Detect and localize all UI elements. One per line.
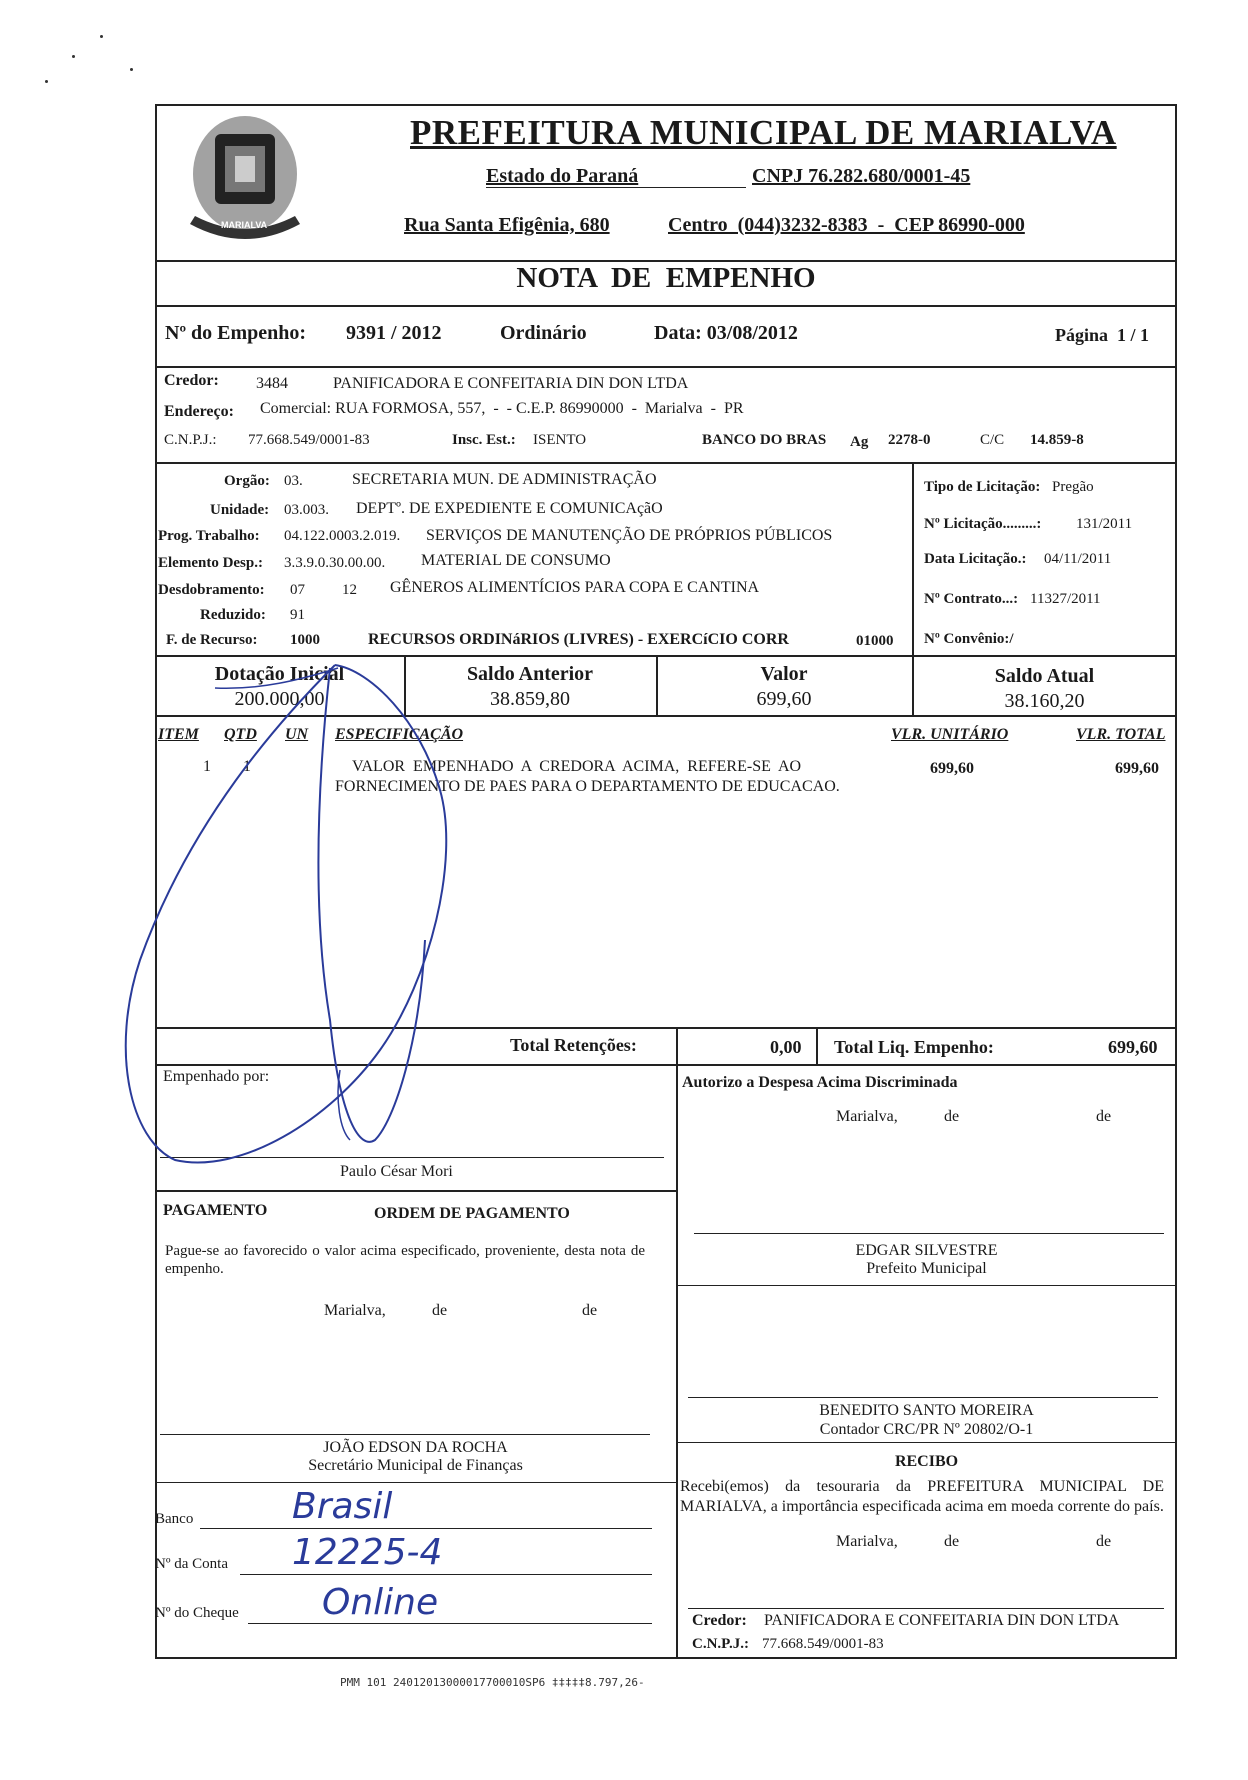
unidade-name: DEPTº. DE EXPEDIENTE E COMUNICAçãO [356, 500, 663, 517]
prog-name: SERVIÇOS DE MANUTENÇÃO DE PRÓPRIOS PÚBLICOS [426, 527, 833, 544]
cc-label: C/C [980, 432, 1005, 448]
item-number: 1 [203, 758, 211, 775]
recurso-label: F. de Recurso: [166, 632, 258, 648]
page-title: PREFEITURA MUNICIPAL DE MARIALVA [410, 113, 1117, 152]
divider [155, 1064, 1177, 1066]
footer-code: PMM 101 24012013000017700010SP6 ‡‡‡‡‡8.797,26- [340, 1676, 645, 1689]
bank-name: BANCO DO BRAS [702, 432, 827, 448]
agency-value: 2278-0 [888, 432, 931, 448]
cnpj-label: CNPJ 76.282.680/0001-45 [752, 165, 971, 187]
elemento-code: 3.3.9.0.30.00.00. [284, 555, 386, 571]
divider [676, 1442, 1177, 1443]
licitacao-num-value: 131/2011 [1076, 516, 1133, 532]
unidade-code: 03.003. [284, 502, 329, 518]
autorizo-de: de [1096, 1108, 1112, 1125]
recibo-text: Recebi(emos) da tesouraria da PREFEITURA MUNICIPAL DE MARIALVA, a importância especificada acima em moeda corrente do país. [680, 1478, 1164, 1515]
licitacao-tipo-label: Tipo de Licitação: [924, 479, 1041, 495]
liq-label: Total Liq. Empenho: [834, 1037, 994, 1057]
agency-label: Ag [850, 434, 869, 450]
scan-speck [100, 35, 103, 38]
valor-value: 699,60 [756, 688, 812, 710]
page-number: Página 1 / 1 [1055, 325, 1150, 345]
pagamento-title: PAGAMENTO [163, 1202, 268, 1219]
recibo-de: de [944, 1533, 960, 1550]
divider [155, 1190, 676, 1192]
reduzido-label: Reduzido: [200, 607, 266, 623]
credor-code: 3484 [256, 375, 288, 392]
mayor-name: EDGAR SILVESTRE [855, 1242, 998, 1259]
insc-label: Insc. Est.: [452, 432, 516, 448]
item-qty: 1 [243, 758, 251, 775]
empenho-number: 9391 / 2012 [346, 322, 442, 344]
contact-label: Centro (044)3232-8383 - CEP 86990-000 [668, 214, 1025, 236]
col-spec: ESPECIFICAÇÃO [335, 726, 464, 743]
recurso-code2: 01000 [856, 633, 894, 649]
recibo-credor: PANIFICADORA E CONFEITARIA DIN DON LTDA [764, 1612, 1120, 1629]
recibo-de: de [1096, 1533, 1112, 1550]
divider [912, 462, 914, 656]
pagamento-de: de [432, 1302, 448, 1319]
empenhado-label: Empenhado por: [163, 1068, 270, 1085]
autorizo-title: Autorizo a Despesa Acima Discriminada [682, 1074, 958, 1091]
state-label: Estado do Paraná [486, 165, 639, 187]
col-unit: VLR. UNITÁRIO [891, 726, 1009, 743]
recibo-cnpj-label: C.N.P.J.: [692, 1636, 749, 1652]
reduzido-value: 91 [290, 607, 305, 623]
col-item: ITEM [158, 726, 199, 743]
autorizo-de: de [944, 1108, 960, 1125]
cnpj-field-label: C.N.P.J.: [164, 432, 217, 448]
secretary-name: JOÃO EDSON DA ROCHA [323, 1439, 508, 1456]
contador-title: Contador CRC/PR Nº 20802/O-1 [819, 1421, 1034, 1438]
empenho-type: Ordinário [500, 322, 587, 344]
credor-name: PANIFICADORA E CONFEITARIA DIN DON LTDA [333, 375, 689, 392]
scan-speck [72, 55, 75, 58]
pagamento-city: Marialva, [324, 1302, 386, 1319]
credor-cnpj: 77.668.549/0001-83 [248, 432, 370, 448]
recurso-name: RECURSOS ORDINáRIOS (LIVRES) - EXERCíCIO CORR [368, 631, 789, 648]
city-crest [185, 104, 305, 252]
unidade-label: Unidade: [210, 502, 270, 518]
licitacao-data-value: 04/11/2011 [1044, 551, 1112, 567]
prog-code: 04.122.0003.2.019. [284, 528, 401, 544]
credor-address: Comercial: RUA FORMOSA, 557, - - C.E.P. 86990000 - Marialva - PR [260, 400, 744, 417]
address-label: Rua Santa Efigênia, 680 [404, 214, 610, 236]
convenio-label: Nº Convênio:/ [924, 631, 1014, 647]
liq-value: 699,60 [1108, 1037, 1158, 1057]
col-total: VLR. TOTAL [1076, 726, 1166, 743]
licitacao-tipo-value: Pregão [1052, 479, 1094, 495]
ordem-title: ORDEM DE PAGAMENTO [374, 1205, 570, 1222]
conta-handwritten: 12225-4 [292, 1532, 443, 1573]
saldo-anterior-value: 38.859,80 [490, 688, 570, 710]
contador-name: BENEDITO SANTO MOREIRA [819, 1402, 1034, 1419]
conta-line [240, 1574, 652, 1575]
saldo-atual-value: 38.160,20 [1004, 690, 1085, 712]
divider [155, 1482, 676, 1483]
signature-line [694, 1233, 1164, 1234]
item-unit-value: 699,60 [930, 760, 974, 777]
conta-label: Nº da Conta [155, 1556, 228, 1572]
address-field-label: Endereço: [164, 403, 234, 420]
cc-value: 14.859-8 [1030, 432, 1084, 448]
elemento-label: Elemento Desp.: [158, 555, 263, 571]
orgao-name: SECRETARIA MUN. DE ADMINISTRAÇÃO [352, 471, 657, 488]
state-underline [486, 187, 746, 188]
divider [155, 305, 1177, 307]
cheque-line [248, 1623, 652, 1624]
signature-line [160, 1157, 664, 1158]
recibo-city: Marialva, [836, 1533, 898, 1550]
mayor-title: Prefeito Municipal [866, 1260, 987, 1277]
divider [155, 462, 1177, 464]
secretary-title: Secretário Municipal de Finanças [308, 1457, 523, 1474]
contrato-label: Nº Contrato...: [924, 591, 1019, 607]
licitacao-num-label: Nº Licitação.........: [924, 516, 1042, 532]
banco-line [200, 1528, 652, 1529]
insc-value: ISENTO [533, 432, 587, 448]
col-qtd: QTD [224, 726, 257, 743]
cheque-label: Nº do Cheque [155, 1605, 239, 1621]
recibo-credor-label: Credor: [692, 1612, 747, 1629]
crest-text: MARIALVA [221, 220, 268, 230]
empenho-label: Nº do Empenho: [165, 322, 307, 344]
divider [155, 1027, 1177, 1029]
retencoes-value: 0,00 [770, 1037, 802, 1057]
saldo-anterior-label: Saldo Anterior [466, 663, 594, 685]
doc-title: NOTA DE EMPENHO [516, 262, 816, 294]
divider [676, 1064, 678, 1659]
prog-label: Prog. Trabalho: [158, 528, 260, 544]
orgao-label: Orgão: [224, 473, 270, 489]
dotacao-label: Dotação Inicial [214, 663, 345, 685]
divider [816, 1027, 818, 1065]
desdobramento-name: GÊNEROS ALIMENTÍCIOS PARA COPA E CANTINA [390, 579, 760, 596]
recurso-code: 1000 [290, 632, 320, 648]
divider [155, 366, 1177, 368]
item-spec-line2: FORNECIMENTO DE PAES PARA O DEPARTAMENTO DE EDUCACAO. [335, 778, 840, 795]
orgao-code: 03. [284, 473, 303, 489]
divider [155, 715, 1177, 717]
signature-line [688, 1397, 1158, 1398]
scan-speck [130, 68, 133, 71]
scan-speck [45, 80, 48, 83]
credor-label: Credor: [164, 372, 219, 389]
recibo-cnpj: 77.668.549/0001-83 [762, 1636, 884, 1652]
signature-line [688, 1608, 1164, 1609]
banco-handwritten: Brasil [292, 1486, 393, 1527]
cheque-handwritten: Online [322, 1582, 439, 1623]
autorizo-city: Marialva, [836, 1108, 898, 1125]
banco-label: Banco [155, 1511, 194, 1527]
retencoes-label: Total Retenções: [510, 1035, 637, 1055]
licitacao-data-label: Data Licitação.: [924, 551, 1027, 567]
divider [676, 1027, 678, 1065]
desdobramento-code: 07 [290, 582, 305, 598]
empenho-date: Data: 03/08/2012 [654, 322, 798, 344]
divider [676, 1285, 1177, 1286]
empenhado-name: Paulo César Mori [340, 1163, 453, 1180]
contrato-value: 11327/2011 [1030, 591, 1101, 607]
dotacao-value: 200.000,00 [234, 688, 325, 710]
elemento-name: MATERIAL DE CONSUMO [421, 552, 611, 569]
item-spec-line1: VALOR EMPENHADO A CREDORA ACIMA, REFERE-SE AO [352, 758, 802, 775]
desdobramento-code: 12 [342, 582, 357, 598]
item-total-value: 699,60 [1115, 760, 1159, 777]
pagamento-de: de [582, 1302, 598, 1319]
pagamento-text: Pague-se ao favorecido o valor acima especificado, proveniente, desta nota de empenho. [165, 1243, 645, 1277]
valor-label: Valor [760, 663, 808, 685]
signature-line [160, 1434, 650, 1435]
recibo-title: RECIBO [894, 1453, 959, 1470]
saldo-atual-label: Saldo Atual [994, 665, 1095, 687]
desdobramento-label: Desdobramento: [158, 582, 265, 598]
divider [155, 655, 1177, 657]
col-un: UN [285, 726, 309, 743]
